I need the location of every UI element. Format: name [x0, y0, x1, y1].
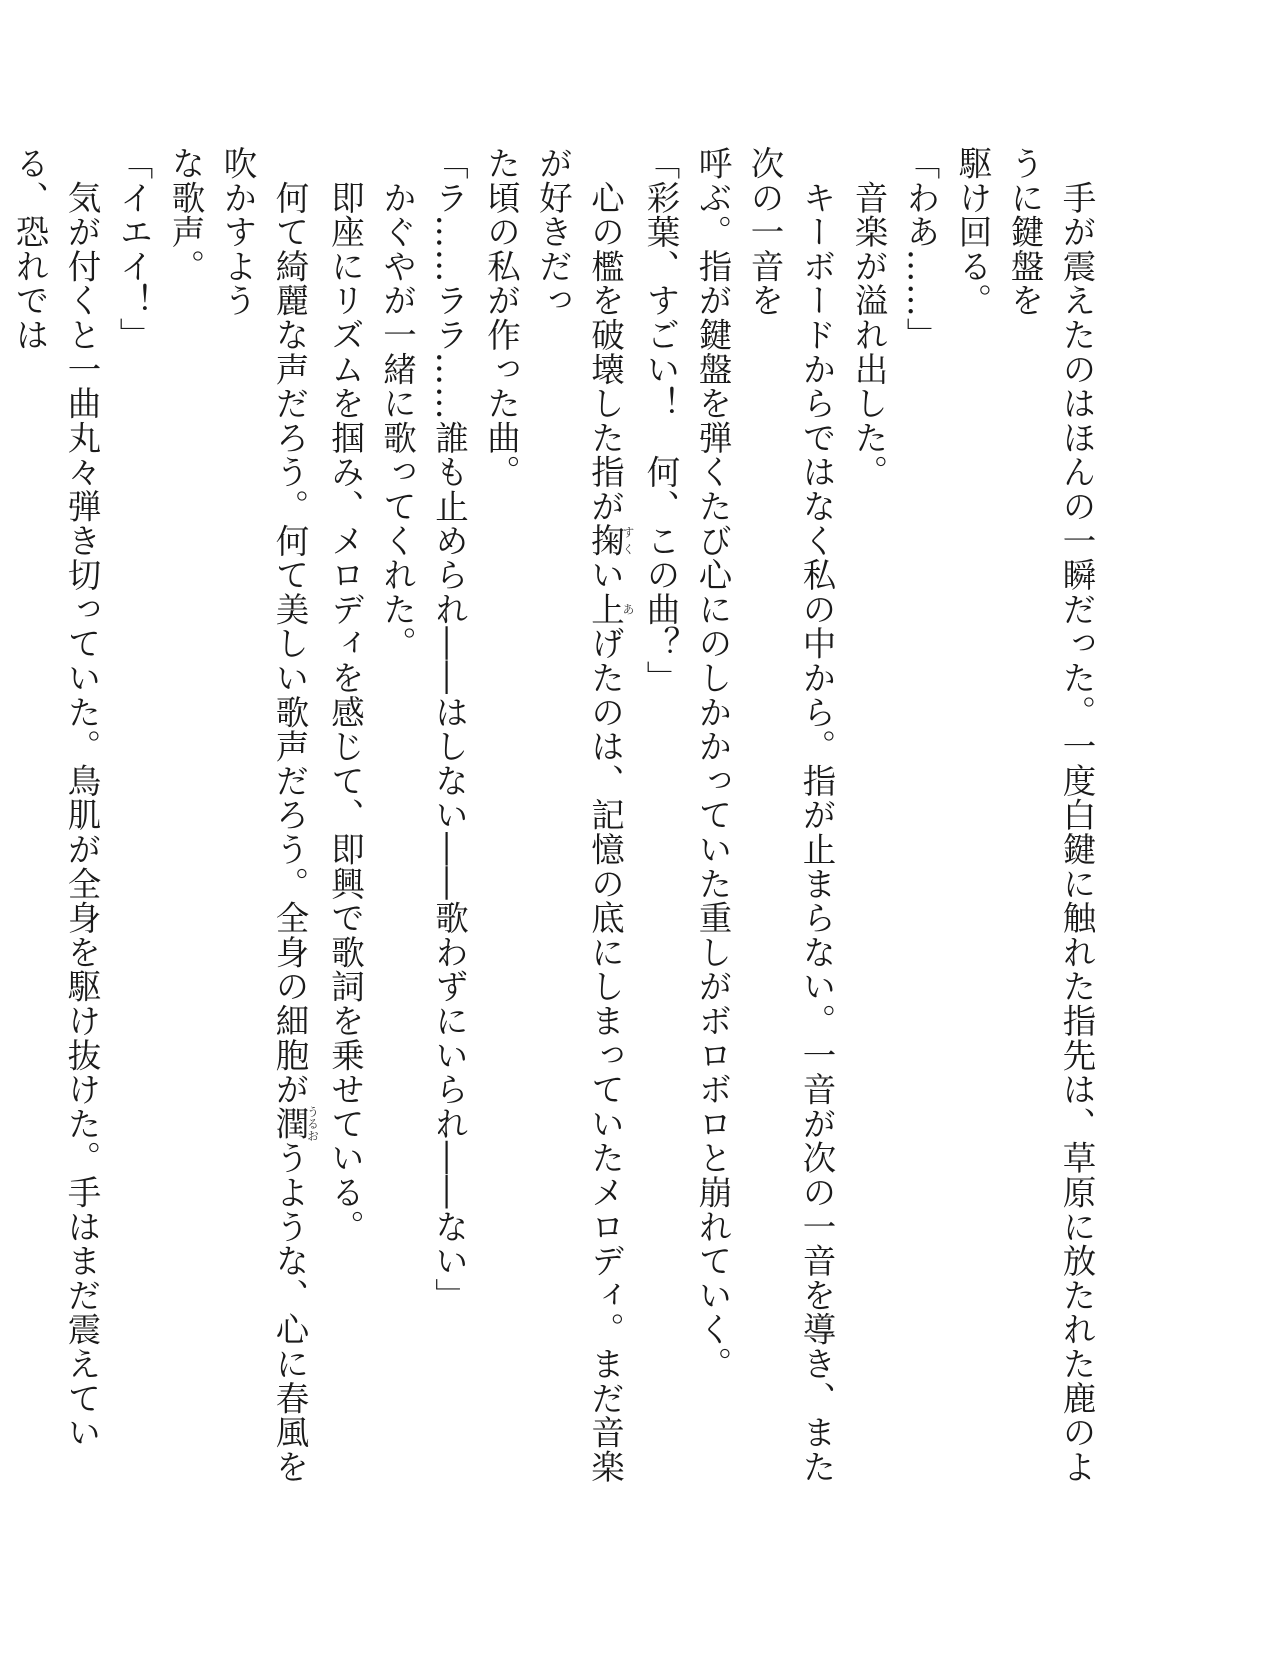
text-line-5: キーボードからではなく私の中から。指が止まらない。一音が次の一音を導き、また次の一音を — [745, 146, 836, 1484]
text-line-3: 「わあ……」 — [901, 146, 940, 352]
text-line-6: 呼ぶ。指が鍵盤を弾くたび心にのしかかっていた重しがボロボロと崩れていく。 — [693, 146, 732, 1381]
text-line-9: た頃の私が作った曲。 — [481, 146, 521, 489]
text-line-11: かぐやが一緒に歌ってくれた。 — [377, 146, 417, 661]
ruby-base: 潤 — [270, 1105, 309, 1142]
text-line-10: 「ラ……ララ……誰も止められ――はしない――歌わずにいられ――ない」 — [429, 146, 469, 1313]
ruby-reading: あ — [621, 591, 635, 627]
ruby-base: 上 — [585, 591, 625, 627]
ruby-reading: うるお — [305, 1105, 320, 1142]
text-segment: げたのは、記憶の底にしまっていたメロディ。まだ音楽が好きだっ — [533, 146, 625, 1484]
text-line-2: 駆け回る。 — [953, 146, 992, 318]
text-line-7: 「彩葉、すごい！ 何、この曲？」 — [641, 146, 680, 695]
text-line-12: 即座にリズムを掴み、メロディを感じて、即興で歌詞を乗せている。 — [325, 146, 365, 1244]
text-line-16: 気が付くと一曲丸々弾き切っていた。鳥肌が全身を駆け抜けた。手はまだ震えている、恐れでは — [10, 146, 101, 1450]
ruby-word — [585, 523, 635, 558]
ruby-base: 掬 — [585, 523, 625, 558]
text-line-17 — [0, 146, 3, 1506]
text-line-1: 手が震えたのはほんの一瞬だった。一度白鍵に触れた指先は、草原に放たれた鹿のように鍵盤を — [1005, 146, 1096, 1484]
text-segment: 心の檻を破壊した指が — [585, 146, 625, 524]
ruby-word — [270, 1105, 320, 1142]
text-line-4: 音楽が溢れ出した。 — [849, 146, 888, 489]
ruby-word — [585, 591, 635, 627]
vertical-text-body — [0, 146, 1102, 1506]
text-line-8 — [527, 146, 635, 1506]
text-line-15: 「イエイ！」 — [114, 146, 153, 352]
text-line-14: な歌声。 — [166, 146, 205, 284]
ruby-reading: すく — [621, 523, 635, 558]
text-segment: い — [585, 557, 625, 592]
text-segment: うような、心に春風を吹かすよう — [218, 146, 309, 1484]
text-segment: 何て綺麗な声だろう。何て美しい歌声だろう。全身の細胞が — [270, 146, 309, 1107]
text-line-13 — [211, 146, 319, 1506]
